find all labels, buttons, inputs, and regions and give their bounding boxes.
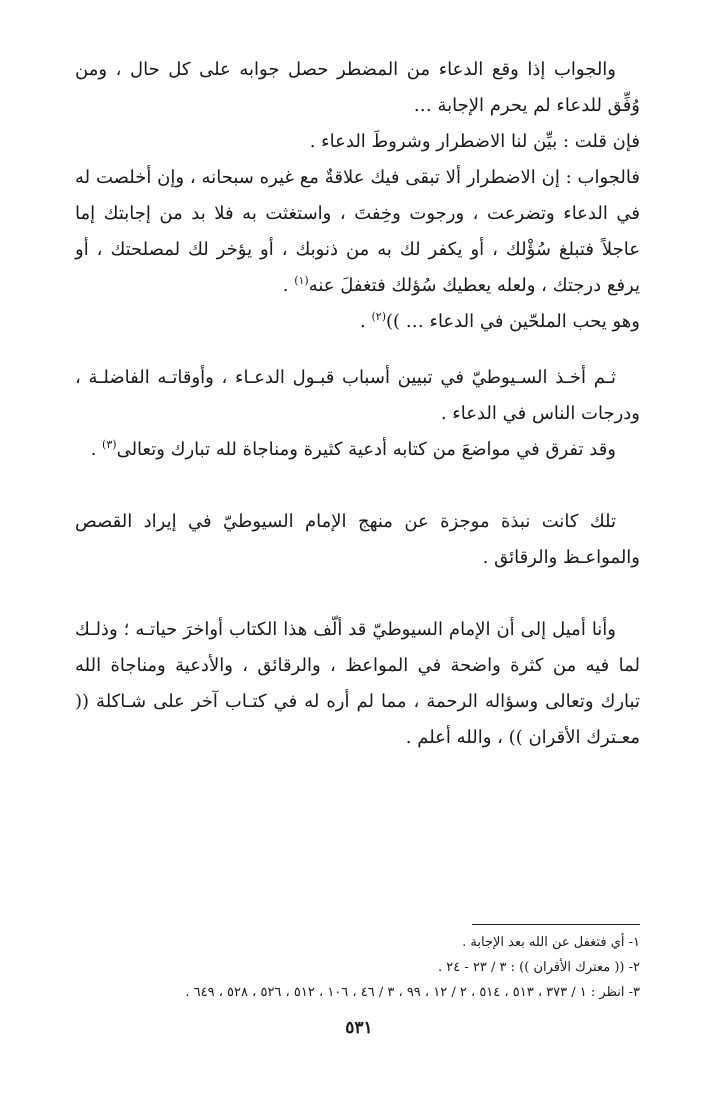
- spacer: [75, 340, 640, 360]
- footnote-ref-3: (٣): [102, 438, 117, 451]
- footnote-separator: [472, 924, 640, 925]
- page-number: ٥٣١: [345, 1018, 373, 1038]
- footnote-ref-1: (١): [294, 274, 309, 287]
- main-text-block: [75, 52, 640, 756]
- paragraph-causes: ثـم أخـذ السـيوطيّ في تبيين أسباب قبـول الدعـاء ، وأوقاتـه الفاضلـة ، ودرجات الناس في الدعاء .: [75, 367, 640, 424]
- footnote-3: ٣- انظر : ١ / ٣٧٣ ، ٥١٣ ، ٥١٤ ، ٢ / ١٢ ، ٩٩ ، ٣ / ٤٦ ، ١٠٦ ، ٥١٢ ، ٥٢٦ ، ٥٢٨ ، ٦٤٩ .: [185, 985, 640, 1000]
- footnote-2: ٢- (( معترك الأقران )) : ٣ / ٢٣ - ٢٤ .: [438, 960, 640, 975]
- spacer: [75, 468, 640, 504]
- paragraph-question: فإن قلت : بيِّن لنا الاضطرار وشروطَ الدعاء .: [309, 131, 640, 152]
- paragraph-supplications: وقد تفرق في مواضعَ من كتابه أدعية كثيرة ومناجاة لله تبارك وتعالى$^{(٣)}$ .: [90, 438, 616, 460]
- paragraph-answer: والجواب إذا وقع الدعاء من المضطر حصل جوابه على كل حال ، ومن وُفِّق للدعاء لم يحرم الإجابة …: [75, 59, 640, 116]
- paragraph-quote-end: وهو يحب الملحّين في الدعاء … ))$^{(٢)}$ .: [360, 310, 640, 332]
- paragraph-summary: تلك كانت نبذة موجزة عن منهج الإمام السيوطيّ في إيراد القصص والمواعـظ والرقائق .: [75, 511, 640, 568]
- spacer: [75, 576, 640, 612]
- paragraph-opinion: وأنا أميل إلى أن الإمام السيوطيّ قد ألّف هذا الكتاب أواخرَ حياتـه ؛ وذلـك لما فيه من كثرة واضحة في المواعظ ، والرقائق ، والأدعية ومناجاة الله تبارك وتعالى وسؤاله الرحمة ، مما لم أره له في كتـاب آخر على شـاكلة (( معـترك الأقران )) ، والله أعلم .: [75, 619, 640, 748]
- footnote-1: ١- أي فتغفل عن الله بعد الإجابة .: [462, 935, 640, 950]
- footnote-ref-2: (٢): [371, 310, 386, 323]
- footnotes-block: [75, 930, 640, 1005]
- paragraph-explanation: فالجواب : إن الاضطرار ألا تبقى فيك علاقةٌ مع غيره سبحانه ، وإن أخلصت له في الدعاء وتضرعت ، ورجوت وخِفتَ ، واستغثت به فلا بد من إجابتك إما عاجلاً فتبلغ سُؤْلك ، أو يكفر لك به من ذنوبك ، أو يؤخر لك لمصلحتك ، أو يرفع درجتك ، ولعله يعطيك سُؤلك فتغفلَ عنه$^{(١)}$ .: [75, 167, 640, 296]
